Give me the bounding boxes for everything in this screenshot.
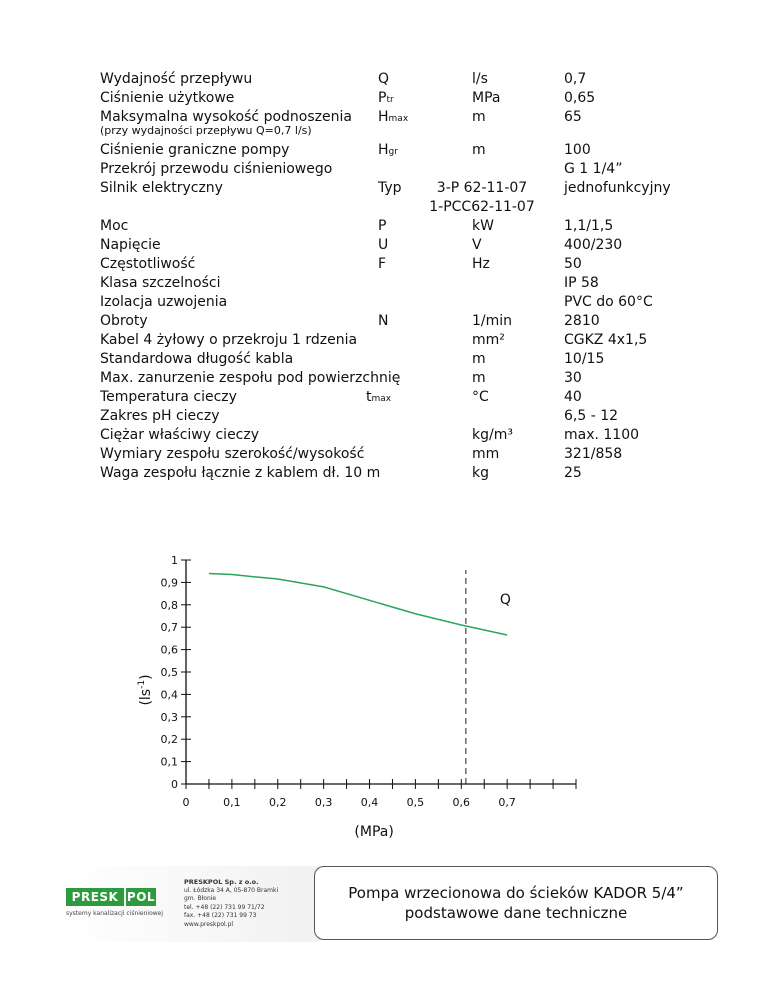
spec-row	[0, 198, 768, 217]
spec-unit: V	[472, 237, 482, 253]
spec-unit: m	[472, 351, 486, 367]
spec-row	[0, 350, 768, 369]
spec-unit: mm	[472, 446, 500, 462]
spec-note	[0, 124, 768, 138]
spec-symbol: P	[378, 218, 387, 234]
spec-note-text: (przy wydajności przepływu Q=0,7 l/s)	[100, 124, 312, 137]
spec-name: Ciśnienie użytkowe	[100, 90, 235, 106]
spec-symbol: U	[378, 237, 389, 253]
spec-name: Temperatura cieczy	[100, 389, 237, 405]
x-tick-label: 0,2	[269, 796, 287, 809]
x-tick-label: 0,3	[314, 796, 333, 809]
spec-value: 10/15	[564, 351, 605, 367]
spec-symbol: Hgr	[378, 142, 398, 158]
spec-name: Napięcie	[100, 237, 161, 253]
y-tick-label: 0,4	[160, 688, 178, 702]
spec-row	[0, 179, 768, 198]
spec-unit: kg/m³	[472, 427, 513, 443]
spec-row	[0, 236, 768, 255]
spec-unit: Hz	[472, 256, 490, 272]
spec-value: jednofunkcyjny	[564, 180, 671, 196]
company-fax: fax. +48 (22) 731 99 73	[184, 912, 257, 919]
spec-name: Zakres pH cieczy	[100, 408, 220, 424]
spec-symbol: N	[378, 313, 389, 329]
spec-value: G 1 1/4”	[564, 161, 623, 177]
spec-unit: 1-PCC62-11-07	[429, 199, 535, 215]
spec-value: max. 1100	[564, 427, 640, 443]
spec-name: Standardowa długość kabla	[100, 351, 294, 367]
spec-row	[0, 312, 768, 331]
spec-value: CGKZ 4x1,5	[564, 332, 648, 348]
spec-name: Obroty	[100, 313, 148, 329]
spec-symbol: tmax	[366, 389, 392, 405]
y-tick-label: 0,1	[160, 755, 178, 769]
spec-unit: m	[472, 109, 486, 125]
spec-unit: °C	[472, 389, 489, 405]
spec-name: Kabel 4 żyłowy o przekroju 1 rdzenia	[100, 332, 358, 348]
spec-name: Silnik elektryczny	[100, 180, 223, 196]
spec-value: PVC do 60°C	[564, 294, 653, 310]
y-tick-label: 0	[171, 778, 178, 791]
spec-row	[0, 369, 768, 388]
spec-name: Ciężar właściwy cieczy	[100, 427, 260, 443]
spec-unit: mm²	[472, 332, 505, 348]
y-tick-label: 0,7	[160, 621, 178, 635]
pump-curve-line	[209, 573, 507, 635]
y-tick-label: 0,6	[160, 643, 178, 657]
spec-name: Częstotliwość	[100, 256, 196, 272]
company-logo	[66, 888, 156, 906]
company-phone: tel. +48 (22) 731 99 71/72	[184, 903, 265, 911]
spec-unit: 1/min	[472, 313, 513, 329]
company-panel	[62, 866, 322, 942]
spec-row	[0, 70, 768, 89]
document-title-box	[314, 866, 718, 940]
spec-unit: l/s	[472, 71, 488, 87]
spec-value: 0,7	[564, 71, 587, 87]
y-axis-label	[137, 674, 154, 705]
spec-unit: MPa	[472, 90, 501, 106]
spec-unit: kW	[472, 218, 494, 234]
company-website: www.preskpol.pl	[184, 920, 234, 928]
spec-value: 6,5 - 12	[564, 408, 619, 424]
spec-row	[0, 464, 768, 483]
spec-value: 40	[564, 389, 582, 405]
y-tick-label: 0,3	[160, 710, 178, 724]
spec-row	[0, 293, 768, 312]
spec-name: Klasa szczelności	[100, 275, 221, 291]
spec-value: 25	[564, 465, 582, 481]
spec-symbol: Hmax	[378, 109, 409, 125]
company-info	[184, 878, 278, 929]
y-tick-label: 1	[171, 554, 178, 567]
y-axis-label-close: )	[138, 674, 154, 680]
spec-value: 50	[564, 256, 582, 272]
logo-right: POL	[126, 890, 156, 904]
spec-row	[0, 388, 768, 407]
company-municipality: gm. Błonie	[184, 895, 217, 902]
spec-row	[0, 274, 768, 293]
spec-symbol: Q	[378, 71, 390, 87]
spec-value: IP 58	[564, 275, 599, 291]
spec-name: Moc	[100, 218, 129, 234]
spec-row	[0, 160, 768, 179]
company-name: PRESKPOL Sp. z o.o.	[184, 878, 259, 886]
spec-symbol: Ptr	[378, 90, 394, 106]
spec-value: 2810	[564, 313, 600, 329]
y-axis-label-exponent: -1	[137, 679, 147, 689]
company-address: ul. Łódzka 34 A, 05-870 Bramki	[184, 886, 279, 894]
spec-row	[0, 445, 768, 464]
document-title: Pompa wrzecionowa do ścieków KADOR 5/4”	[348, 884, 684, 902]
x-tick-label: 0,6	[452, 796, 471, 809]
logo-tagline: systemy kanalizacji ciśnieniowej	[66, 910, 164, 917]
y-tick-label: 0,5	[160, 666, 178, 679]
spec-row	[0, 89, 768, 108]
spec-row	[0, 141, 768, 160]
logo-left: PRESK	[66, 888, 124, 906]
q-label: Q	[499, 591, 511, 608]
x-tick-label: 0	[182, 796, 190, 809]
spec-name: Wymiary zespołu szerokość/wysokość	[100, 446, 365, 462]
spec-unit: m	[472, 370, 486, 386]
spec-value: 321/858	[564, 446, 623, 462]
spec-name: Przekrój przewodu ciśnieniowego	[100, 161, 333, 177]
spec-symbol: Typ	[378, 180, 402, 196]
spec-value: 30	[564, 370, 582, 386]
y-axis-label-text: (ls	[138, 688, 154, 706]
spec-row	[0, 426, 768, 445]
spec-row	[0, 331, 768, 350]
spec-value: 0,65	[564, 90, 596, 106]
pump-curve-chart	[120, 548, 600, 848]
spec-name: Max. zanurzenie zespołu pod powierzchnię	[100, 370, 401, 386]
y-tick-label: 0,9	[160, 576, 178, 590]
spec-value: 1,1/1,5	[564, 218, 614, 234]
spec-value: 100	[564, 142, 591, 158]
document-subtitle: podstawowe dane techniczne	[404, 904, 628, 922]
footer	[62, 866, 718, 942]
x-tick-label: 0,4	[360, 796, 379, 809]
spec-value: 65	[564, 109, 582, 125]
spec-row	[0, 407, 768, 426]
y-tick-label: 0,8	[160, 598, 178, 612]
spec-row	[0, 217, 768, 236]
spec-unit: kg	[472, 465, 489, 481]
x-tick-label: 0,7	[498, 796, 516, 809]
spec-name: Wydajność przepływu	[100, 71, 253, 87]
spec-unit: m	[472, 142, 486, 158]
spec-value: 400/230	[564, 237, 623, 253]
spec-name: Maksymalna wysokość podnoszenia	[100, 109, 352, 125]
x-tick-label: 0,1	[223, 796, 241, 809]
spec-name: Waga zespołu łącznie z kablem dł. 10 m	[100, 465, 381, 481]
spec-unit: 3-P 62-11-07	[436, 180, 528, 196]
x-tick-label: 0,5	[406, 796, 425, 809]
y-tick-label: 0,2	[160, 733, 178, 747]
spec-name: Ciśnienie graniczne pompy	[100, 142, 290, 158]
spec-symbol: F	[378, 256, 387, 272]
spec-name: Izolacja uzwojenia	[100, 294, 228, 310]
spec-row	[0, 255, 768, 274]
x-axis-label: (MPa)	[354, 824, 394, 840]
